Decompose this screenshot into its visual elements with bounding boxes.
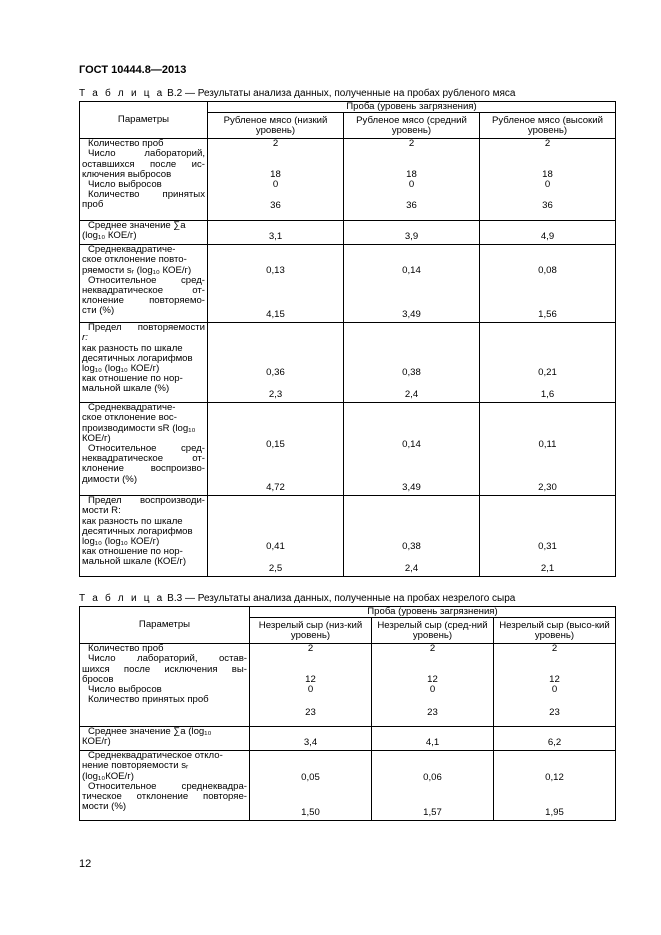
value-cell <box>494 727 616 751</box>
value-cell <box>344 139 480 221</box>
param-line: (log₁₀КОЕ/г) <box>82 771 134 782</box>
param-line: log₁₀ (log₁₀ КОЕ/г) <box>82 364 160 375</box>
param-line: шихся после исключения вы- <box>82 664 247 675</box>
cell-value: 0,21 <box>538 367 557 379</box>
value-cell <box>208 139 344 221</box>
value-cell <box>250 727 372 751</box>
cell-value: 1,57 <box>423 807 442 819</box>
cell-value: 0,13 <box>266 265 285 277</box>
value-cell <box>480 323 616 403</box>
param-line: Среднеквадратическое откло- <box>88 751 223 762</box>
param-line: неквадратическое от- <box>82 454 205 465</box>
cell-value: 23 <box>427 707 438 719</box>
value-cell <box>344 496 480 577</box>
param-line: ряемости sᵣ (log₁₀ КОЕ/г) <box>82 265 192 276</box>
param-line: (log₁₀ КОЕ/г) <box>82 231 137 242</box>
cell-value: 0,12 <box>545 772 564 784</box>
value-cell <box>208 496 344 577</box>
value-cell <box>208 221 344 245</box>
cell-value: 2 <box>272 138 279 150</box>
table-b3-col-low: Незрелый сыр (низ-кий уровень) <box>250 618 372 644</box>
param-line: бросов <box>82 674 114 685</box>
param-cell <box>80 403 208 496</box>
param-line: Количество принятых проб <box>88 695 209 706</box>
cell-value: 0 <box>408 179 415 191</box>
value-cell <box>344 245 480 323</box>
value-cell <box>344 323 480 403</box>
param-cell <box>80 139 208 221</box>
cell-value: 0 <box>551 684 558 696</box>
table-row <box>80 644 616 727</box>
cell-value: 4,1 <box>425 737 440 749</box>
cell-value: 0,14 <box>402 265 421 277</box>
param-cell <box>80 751 250 821</box>
cell-value: 2 <box>429 643 436 655</box>
cell-value: 18 <box>270 169 281 181</box>
cell-value: 23 <box>305 707 316 719</box>
table-b2-params-header: Параметры <box>80 102 208 139</box>
value-cell <box>250 644 372 727</box>
table-b3-params-header: Параметры <box>80 607 250 644</box>
cell-value: 18 <box>406 169 417 181</box>
table-row <box>80 221 616 245</box>
param-line: Относительное сред- <box>88 444 205 455</box>
cell-value: 4,15 <box>266 309 285 321</box>
table-b3-group-header: Проба (уровень загрязнения) <box>250 607 616 618</box>
cell-value: 2,4 <box>404 389 419 401</box>
cell-value: 0,06 <box>423 772 442 784</box>
value-cell <box>372 751 494 821</box>
param-line: Количество проб <box>88 644 164 655</box>
table-b2-col-mid: Рубленое мясо (средний уровень) <box>344 113 480 139</box>
param-cell <box>80 323 208 403</box>
table-b2-group-header: Проба (уровень загрязнения) <box>208 102 616 113</box>
cell-value: 36 <box>406 200 417 212</box>
param-line: оставшихся после ис- <box>82 159 205 170</box>
param-line: проб <box>82 200 104 211</box>
cell-value: 0 <box>429 684 436 696</box>
cell-value: 12 <box>427 674 438 686</box>
param-line: Число лабораторий, остав- <box>88 654 247 665</box>
param-line: КОЕ/г) <box>82 737 111 748</box>
value-cell <box>208 403 344 496</box>
param-line: Относительное среднеквадра- <box>88 781 247 792</box>
param-line: десятичных логарифмов <box>82 353 193 364</box>
param-line: Число выбросов <box>88 180 162 191</box>
cell-value: 2,4 <box>404 563 419 575</box>
cell-value: 2,3 <box>268 389 283 401</box>
param-line: нение повторяемости sᵣ <box>82 761 189 772</box>
table-b2-caption-text: В.2 — Результаты анализа данных, полученные на пробах рубленого мяса <box>167 88 516 99</box>
param-line: Среднеквадратиче- <box>88 245 176 256</box>
cell-value: 2 <box>544 138 551 150</box>
param-line: Среднее значение ∑a (log₁₀ <box>88 727 212 738</box>
param-line: сти (%) <box>82 306 115 317</box>
cell-value: 3,4 <box>303 737 318 749</box>
table-row <box>80 751 616 821</box>
cell-value: 36 <box>542 200 553 212</box>
cell-value: 2 <box>408 138 415 150</box>
cell-value: 23 <box>549 707 560 719</box>
param-line: производимости sR (log₁₀ <box>82 423 196 434</box>
cell-value: 2 <box>551 643 558 655</box>
cell-value: 0,05 <box>301 772 320 784</box>
cell-value: 2 <box>307 643 314 655</box>
value-cell <box>480 496 616 577</box>
cell-value: 0,36 <box>266 367 285 379</box>
value-cell <box>250 751 372 821</box>
table-b3 <box>79 606 616 821</box>
value-cell <box>494 644 616 727</box>
param-line: Предел повторяемости <box>88 323 205 334</box>
param-line: тическое отклонение повторяе- <box>82 792 247 803</box>
value-cell <box>480 245 616 323</box>
table-row <box>80 139 616 221</box>
cell-value: 12 <box>305 674 316 686</box>
table-b2-caption <box>79 88 515 99</box>
param-line: как отношение по нор- <box>82 547 183 558</box>
param-line: Число лабораторий, <box>88 149 205 160</box>
param-cell <box>80 221 208 245</box>
param-line: как разность по шкале <box>82 343 183 354</box>
param-cell <box>80 644 250 727</box>
cell-value: 1,50 <box>301 807 320 819</box>
value-cell <box>208 245 344 323</box>
cell-value: 12 <box>549 674 560 686</box>
value-cell <box>344 221 480 245</box>
value-cell <box>372 727 494 751</box>
param-cell <box>80 727 250 751</box>
cell-value: 1,95 <box>545 807 564 819</box>
param-line: как отношение по нор- <box>82 374 183 385</box>
cell-value: 0,38 <box>402 367 421 379</box>
param-line: клонение повторяемо- <box>82 296 205 307</box>
page-number: 12 <box>79 858 92 870</box>
value-cell <box>494 751 616 821</box>
cell-value: 2,5 <box>268 563 283 575</box>
cell-value: 0,31 <box>538 541 557 553</box>
value-cell <box>344 403 480 496</box>
cell-value: 3,1 <box>268 231 283 243</box>
cell-value: 0 <box>272 179 279 191</box>
table-b2-caption-label: Т а б л и ц а <box>79 88 165 99</box>
table-row <box>80 245 616 323</box>
table-row <box>80 323 616 403</box>
param-line: Количество проб <box>88 139 164 150</box>
param-line: ское отклонение повто- <box>82 255 187 266</box>
cell-value: 4,72 <box>266 482 285 494</box>
param-line: Среднеквадратиче- <box>88 403 176 414</box>
param-line: димости (%) <box>82 474 138 485</box>
param-cell <box>80 245 208 323</box>
cell-value: 18 <box>542 169 553 181</box>
standard-header: ГОСТ 10444.8—2013 <box>79 64 187 76</box>
param-line: мости (%) <box>82 802 127 813</box>
param-line: мальной шкале (%) <box>82 384 170 395</box>
cell-value: 6,2 <box>547 737 562 749</box>
param-line: Число выбросов <box>88 685 162 696</box>
table-b2 <box>79 101 616 577</box>
cell-value: 3,49 <box>402 309 421 321</box>
table-b2-col-high: Рубленое мясо (высокий уровень) <box>480 113 616 139</box>
param-line: Относительное сред- <box>88 275 205 286</box>
cell-value: 1,6 <box>540 389 555 401</box>
table-row <box>80 403 616 496</box>
param-line: как разность по шкале <box>82 516 183 527</box>
table-b3-caption-label: Т а б л и ц а <box>79 593 165 604</box>
table-b2-col-low: Рубленое мясо (низкий уровень) <box>208 113 344 139</box>
cell-value: 0,38 <box>402 541 421 553</box>
value-cell <box>480 221 616 245</box>
value-cell <box>480 139 616 221</box>
param-line: ское отклонение вос- <box>82 413 177 424</box>
cell-value: 2,30 <box>538 482 557 494</box>
cell-value: 0,08 <box>538 265 557 277</box>
param-line: Предел воспроизводи- <box>88 496 205 507</box>
param-line: мости R: <box>82 506 121 517</box>
table-b3-col-high: Незрелый сыр (высо-кий уровень) <box>494 618 616 644</box>
param-line: r: <box>82 333 88 344</box>
param-line: десятичных логарифмов <box>82 526 193 537</box>
param-line: КОЕ/г) <box>82 433 111 444</box>
value-cell <box>480 403 616 496</box>
table-b3-col-mid: Незрелый сыр (сред-ний уровень) <box>372 618 494 644</box>
param-line: неквадратическое от- <box>82 286 205 297</box>
cell-value: 0,41 <box>266 541 285 553</box>
value-cell <box>208 323 344 403</box>
param-line: log₁₀ (log₁₀ КОЕ/г) <box>82 537 160 548</box>
cell-value: 4,9 <box>540 231 555 243</box>
cell-value: 0 <box>544 179 551 191</box>
cell-value: 2,1 <box>540 563 555 575</box>
cell-value: 36 <box>270 200 281 212</box>
param-line: ключения выбросов <box>82 169 172 180</box>
cell-value: 0 <box>307 684 314 696</box>
table-b3-caption-text: В.3 — Результаты анализа данных, полученные на пробах незрелого сыра <box>167 593 516 604</box>
cell-value: 3,9 <box>404 231 419 243</box>
cell-value: 1,56 <box>538 309 557 321</box>
cell-value: 0,15 <box>266 439 285 451</box>
value-cell <box>372 644 494 727</box>
param-line: мальной шкале (КОЕ/г) <box>82 557 187 568</box>
cell-value: 0,11 <box>538 439 557 451</box>
table-b3-caption <box>79 593 515 604</box>
cell-value: 0,14 <box>402 439 421 451</box>
table-row <box>80 727 616 751</box>
param-line: Среднее значение ∑a <box>88 221 186 232</box>
param-line: Количество принятых <box>88 190 205 201</box>
param-cell <box>80 496 208 577</box>
table-row <box>80 496 616 577</box>
param-line: клонение воспроизво- <box>82 464 205 475</box>
cell-value: 3,49 <box>402 482 421 494</box>
